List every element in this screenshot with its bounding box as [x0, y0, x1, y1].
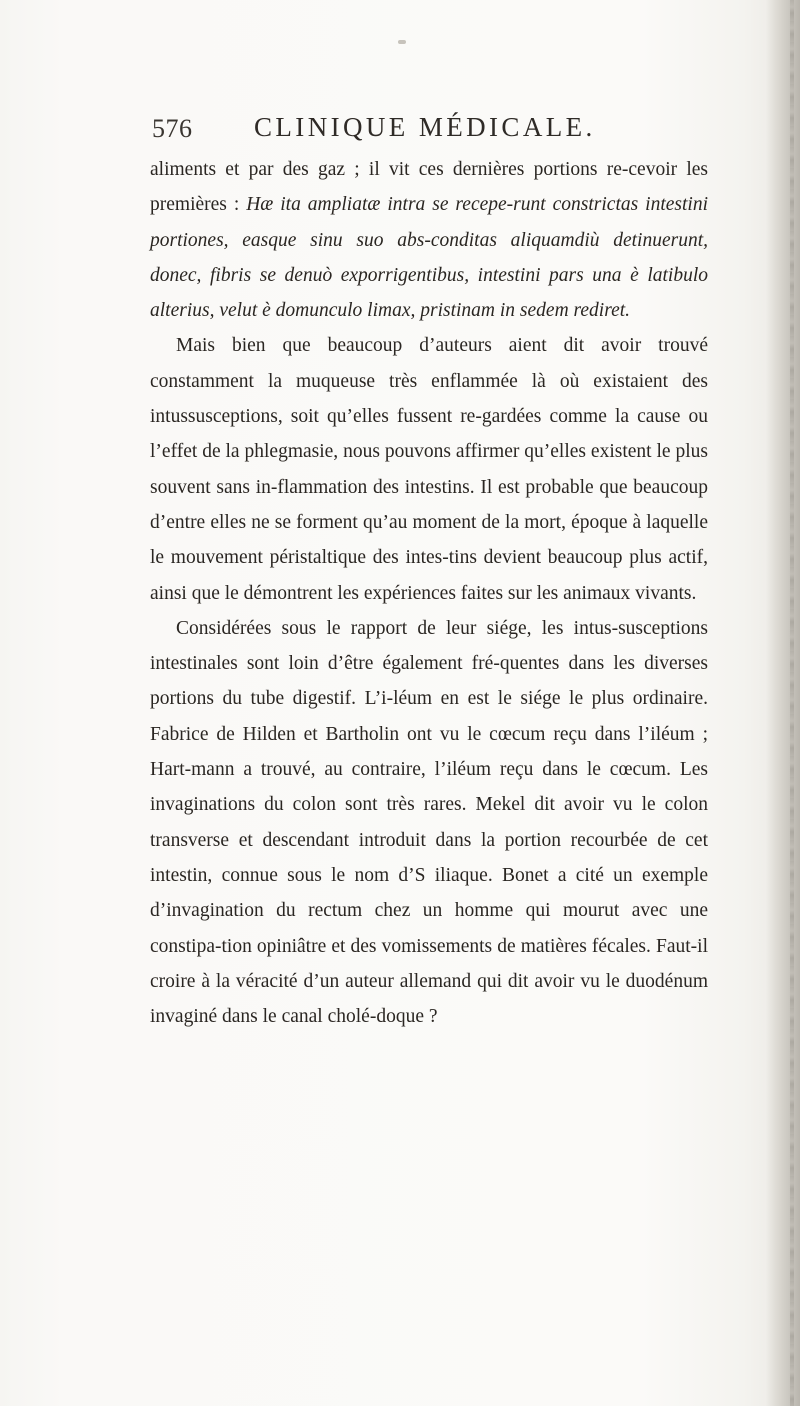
latin-quotation: Hæ ita ampliatæ intra se recepe-runt constrictas intestini portiones, easque sinu suo abs-conditas aliquamdiù detinuerunt, donec, fibris se denuò exporrigentibus, intestini pars una è latibulo alterius, velut è domunculo limax, pristinam in sedem rediret. — [150, 194, 708, 322]
body-text — [150, 152, 708, 1034]
running-header — [152, 108, 712, 148]
paragraph-1-french: aliments et par des gaz ; il vit ces dernières portions re-cevoir les premières : — [150, 159, 708, 216]
page-smudge — [398, 40, 406, 44]
page-edge-shadow — [766, 0, 800, 1406]
paragraph-1 — [150, 152, 708, 328]
paragraph-3: Considérées sous le rapport de leur siége, les intus-susceptions intestinales sont loin d’être également fré-quentes dans les diverses portions du tube digestif. L’i-léum en est le siége le plus ordinaire. Fabrice de Hilden et Bartholin ont vu le cœcum reçu dans l’iléum ; Hart-mann a trouvé, au contraire, l’iléum reçu dans le cœcum. Les invaginations du colon sont très rares. Mekel dit avoir vu le colon transverse et descendant introduit dans la portion recourbée de cet intestin, connue sous le nom d’S iliaque. Bonet a cité un exemple d’invagination du rectum chez un homme qui mourut avec une constipa-tion opiniâtre et des vomissements de matières fécales. Faut-il croire à la véracité d’un auteur allemand qui dit avoir vu le duodénum invaginé dans le canal cholé-doque ? — [150, 617, 708, 1028]
paragraph-2: Mais bien que beaucoup d’auteurs aient dit avoir trouvé constamment la muqueuse très enflammée là où existaient des intussusceptions, soit qu’elles fussent re-gardées comme la cause ou l’effet de la phlegmasie, nous pouvons affirmer qu’elles existent le plus souvent sans in-flammation des intestins. Il est probable que beaucoup d’entre elles ne se forment qu’au moment de la mort, époque à laquelle le mouvement péristaltique des intes-tins devient beaucoup plus actif, ainsi que le démontrent les expériences faites sur les animaux vivants. — [150, 335, 708, 604]
running-title: CLINIQUE MÉDICALE. — [254, 112, 596, 142]
page-number: 576 — [152, 114, 193, 143]
